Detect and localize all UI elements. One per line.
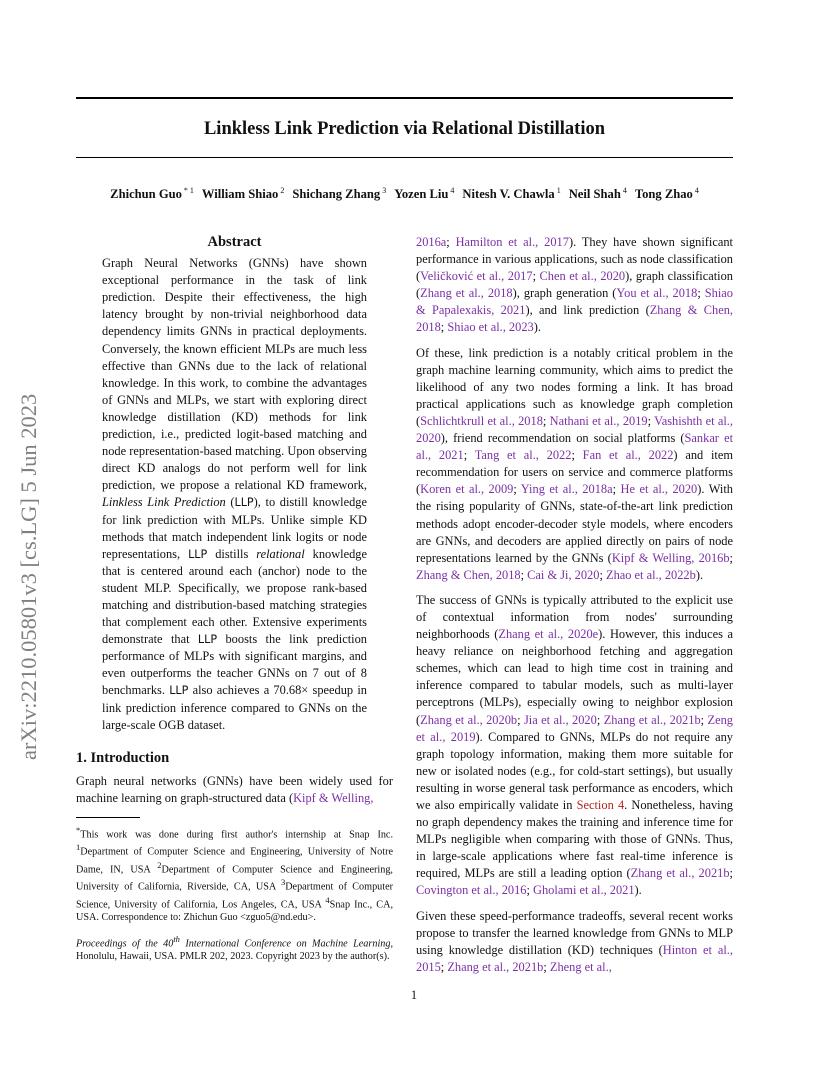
body-paragraph xyxy=(416,234,733,337)
abstract-heading: Abstract xyxy=(207,234,262,250)
top-rule xyxy=(76,97,733,99)
author xyxy=(635,187,699,201)
text-run: ( xyxy=(225,495,235,510)
citation-link[interactable]: Kipf & Welling, xyxy=(293,790,374,805)
text-run: The success of GNNs is typically attributed to the explicit use of contextual information from nodes' surrounding neighborhoods ( xyxy=(416,592,733,642)
text-run: knowledge that is centered around each (anchor) node to the student MLP. Specifically, we propose rank-based matching and distribution-based matching strategies that complement each other. Extensive experiments demonstrate that xyxy=(102,546,368,647)
text-run: ; xyxy=(513,482,521,497)
text-run: ; xyxy=(526,883,534,898)
text-run: 40 xyxy=(163,938,174,950)
author xyxy=(110,187,194,201)
citation-link[interactable]: You et al., 2018 xyxy=(616,286,698,301)
text-run: Snap Inc., CA, USA. Correspondence to: Zhichun Guo <zguo5@nd.edu>. xyxy=(76,898,393,923)
text-run: LLP xyxy=(197,633,218,647)
text-run: boosts the link prediction performance of MLPs with significant margins, and even outperforms the teacher GNNs on 7 out of 8 benchmarks. xyxy=(102,632,367,698)
text-run: ). xyxy=(695,567,704,582)
text-run: LLP xyxy=(188,547,208,561)
text-run: th xyxy=(173,933,180,944)
citation-link[interactable]: Koren et al., 2009 xyxy=(420,482,514,497)
text-run: This work was done during first author's internship at Snap Inc. xyxy=(80,829,393,841)
citation-link[interactable]: Zhang et al., 2021b xyxy=(630,866,730,881)
text-run: ; xyxy=(571,448,583,463)
text-run: Department of Computer Science, University of California, Los Angeles, CA, USA xyxy=(76,881,393,910)
citation-link[interactable]: Sankar et al., 2021 xyxy=(416,431,734,463)
section-reference-link[interactable]: Section 4 xyxy=(576,798,625,812)
text-run: International Conference on Machine Learning xyxy=(179,938,391,950)
text-run: LLP xyxy=(169,684,189,698)
author xyxy=(292,187,386,201)
text-run: ; xyxy=(520,567,528,582)
citation-link[interactable]: Kipf & Welling, 2016b xyxy=(611,550,730,565)
text-run: ; xyxy=(729,866,733,881)
footnote-rule xyxy=(76,817,140,818)
author-name: Neil Shah xyxy=(568,187,621,202)
text-run: relational xyxy=(256,546,305,561)
page-number: 1 xyxy=(410,988,418,1002)
citation-link[interactable]: He et al., 2020 xyxy=(620,482,698,497)
author-affiliation-marker: 4 xyxy=(620,186,627,195)
text-run: 2 xyxy=(157,859,162,870)
author-affiliation-marker: 1 xyxy=(554,186,561,195)
text-run: ; xyxy=(440,959,448,974)
author-affiliation-marker: 2 xyxy=(278,186,285,195)
text-run: Graph Neural Networks (GNNs) have shown exceptional performance in the task of link prediction. Despite their effectiveness, the high latency brought by non-trivial neighborhood data dependency limits GNNs in practical deployments. Conversely, the known efficient MLPs are much less effective than GNNs due to the lack of relational knowledge. In this work, to combine the advantages of GNNs and MLPs, we start with exploring direct knowledge distillation (KD) methods for link prediction, i.e., predicted logit-based matching and node representation-based matching. Upon observing direct KD analogs do not perform well for link prediction, we propose a relational KD framework, xyxy=(102,256,367,493)
author-affiliation-marker: * 1 xyxy=(181,186,194,195)
text-run: Graph neural networks (GNNs) have been widely used for machine learning on graph-structured data ( xyxy=(76,773,393,805)
citation-link[interactable]: Cai & Ji, 2020 xyxy=(527,567,600,582)
author-list xyxy=(70,186,739,202)
author-name: Shichang Zhang xyxy=(292,187,381,202)
citation-link[interactable]: Tang et al., 2022 xyxy=(474,448,572,463)
left-column xyxy=(76,234,393,972)
citation-link[interactable]: Zhang et al., 2021b xyxy=(447,959,544,974)
text-run: ; xyxy=(463,448,475,463)
text-run: ). xyxy=(533,320,541,335)
text-run: Of these, link prediction is a notably critical problem in the graph machine learning community, which aims to predict the likelihood of any two nodes forming a link. It has broad practical applications such as knowledge graph completion ( xyxy=(416,345,733,428)
text-run: ), graph classification ( xyxy=(416,269,733,301)
text-run: ; xyxy=(532,269,540,284)
text-run: ). They have shown significant performance in various applications, such as node classification ( xyxy=(416,235,733,284)
body-paragraph xyxy=(416,908,733,976)
text-run: ). Compared to GNNs, MLPs do not require any graph topology information, making them more suitable for new or isolated nodes (e.g., for cold-start settings), but usually resulting in worse general task performance as encoders, which we also empirically validate in xyxy=(416,729,733,812)
affiliation-footnote xyxy=(76,824,393,924)
author-affiliation-marker: 4 xyxy=(692,186,699,195)
text-run: 4 xyxy=(325,894,330,905)
citation-link[interactable]: Zhang & Chen, 2018 xyxy=(416,567,521,582)
proceedings-footnote xyxy=(76,933,393,963)
title-bottom-rule xyxy=(76,157,733,158)
author-name: Zhichun Guo xyxy=(110,187,182,202)
citation-link[interactable]: 2016a xyxy=(416,235,447,249)
abstract-section xyxy=(76,234,367,734)
citation-link[interactable]: Vashishth et al., 2020 xyxy=(416,413,733,446)
text-run: ), to distill knowledge for link prediction with MLPs. Unlike simple KD methods that match independent link logits or node representations, xyxy=(102,495,367,561)
citation-link[interactable]: Schlichtkrull et al., 2018 xyxy=(420,413,543,428)
text-run: 3 xyxy=(280,877,286,888)
text-run: Department of Computer Science and Engineering, University of California, Riverside, CA, USA xyxy=(76,864,393,893)
text-run: ; xyxy=(697,286,705,301)
author-affiliation-marker: 4 xyxy=(448,186,455,195)
right-column xyxy=(416,234,733,984)
text-run: ; xyxy=(729,550,733,565)
text-run: ; xyxy=(647,413,655,428)
citation-link[interactable]: Zhang & Chen, 2018 xyxy=(416,303,733,335)
author-name: Yozen Liu xyxy=(394,187,449,202)
text-run: ), graph generation ( xyxy=(512,286,617,301)
text-run: ; xyxy=(446,235,456,249)
text-run: * xyxy=(76,825,81,835)
citation-link[interactable]: Shiao et al., 2023 xyxy=(447,320,534,335)
citation-link[interactable]: Veličković et al., 2017 xyxy=(420,269,533,284)
text-run: , Honolulu, Hawaii, USA. PMLR 202, 2023. Copyright 2023 by the author(s). xyxy=(76,938,394,963)
author xyxy=(202,187,284,201)
text-run: 1 xyxy=(76,842,81,853)
text-run: ; xyxy=(517,712,524,727)
text-run: ; xyxy=(596,712,604,727)
introduction-paragraph xyxy=(76,773,393,807)
text-run: ). With the rising popularity of GNNs, state-of-the-art link prediction methods adopt encoder-decoder style models, where encoders are GNNs, and decoders are applied directly on pairs of node representations learned by the GNNs ( xyxy=(416,482,733,565)
author xyxy=(462,187,560,201)
text-run: Linkless Link Prediction xyxy=(102,495,226,510)
author-affiliation-marker: 3 xyxy=(380,186,387,195)
citation-link[interactable]: Zhang et al., 2018 xyxy=(420,286,513,301)
citation-link[interactable]: Ying et al., 2018a xyxy=(520,482,613,497)
paper-title: Linkless Link Prediction via Relational Distillation xyxy=(203,119,606,139)
text-run: ; xyxy=(440,320,448,335)
citation-link[interactable]: Hamilton et al., 2017 xyxy=(455,235,569,249)
citation-link[interactable]: Zhao et al., 2022b xyxy=(606,567,696,582)
body-paragraph xyxy=(416,345,733,584)
author-name: William Shiao xyxy=(201,187,279,202)
text-run: ; xyxy=(612,482,621,497)
citation-link[interactable]: Zhang et al., 2020e xyxy=(498,627,599,642)
citation-link[interactable]: Jia et al., 2020 xyxy=(523,712,597,727)
author xyxy=(394,187,454,201)
text-run: Proceedings of the xyxy=(76,938,164,950)
citation-link[interactable]: Zeng et al., 2019 xyxy=(416,712,733,744)
body-paragraph xyxy=(416,592,733,900)
text-run: Given these speed-performance tradeoffs, several recent works propose to transfer the learned knowledge from GNNs to MLP using knowledge distillation (KD) techniques ( xyxy=(416,908,733,957)
text-run: LLP xyxy=(234,496,254,510)
text-run: ; xyxy=(543,959,550,974)
citation-link[interactable]: Shiao & Papalexakis, 2021 xyxy=(416,286,733,318)
text-run: ), friend recommendation on social platforms ( xyxy=(440,431,685,446)
author-name: Tong Zhao xyxy=(634,187,693,202)
citation-link[interactable]: Zheng et al., xyxy=(549,959,612,974)
text-run: ; xyxy=(542,413,550,428)
text-run: ). xyxy=(634,883,642,898)
text-run: . Nonetheless, having no graph dependency makes the training and inference time for MLPs negligible when comparing with those of GNNs. Thus, in large-scale applications where fast real-time inference is required, MLPs are still a leading option ( xyxy=(416,798,733,881)
text-run: ). However, this induces a heavy reliance on neighborhood fetching and aggregation schemes, which can lead to high time cost in training and inference compared to tabular models, such as multi-layer perceptrons (MLPs), especially owing to neighbor explosion ( xyxy=(416,627,733,727)
text-run: ; xyxy=(599,567,606,582)
text-run: distills xyxy=(207,546,257,561)
citation-link[interactable]: Zhang et al., 2020b xyxy=(420,712,518,727)
citation-link[interactable]: Nathani et al., 2019 xyxy=(549,413,648,428)
introduction-heading: 1. Introduction xyxy=(76,749,170,766)
text-run: ) and item recommendation for users on service and commerce platforms ( xyxy=(416,448,733,497)
author-name: Nitesh V. Chawla xyxy=(462,187,555,202)
citation-link[interactable]: Covington et al., 2016 xyxy=(416,883,527,898)
text-run: also achieves a 70.68× speedup in link prediction inference compared to GNNs on the large-scale OGB dataset. xyxy=(102,683,367,732)
author xyxy=(569,187,627,201)
citation-link[interactable]: Zhang et al., 2021b xyxy=(603,712,701,727)
citation-link[interactable]: Hinton et al., 2015 xyxy=(416,942,733,974)
abstract-body xyxy=(102,255,367,734)
text-run: ; xyxy=(700,712,708,727)
arxiv-identifier: arXiv:2210.05801v3 [cs.LG] 5 Jun 2023 xyxy=(16,393,41,760)
citation-link[interactable]: Gholami et al., 2021 xyxy=(533,883,635,898)
citation-link[interactable]: Chen et al., 2020 xyxy=(539,269,626,284)
text-run: Department of Computer Science and Engineering, University of Notre Dame, IN, USA xyxy=(76,846,393,876)
text-run: ), and link prediction ( xyxy=(525,303,650,318)
citation-link[interactable]: Fan et al., 2022 xyxy=(582,448,674,463)
